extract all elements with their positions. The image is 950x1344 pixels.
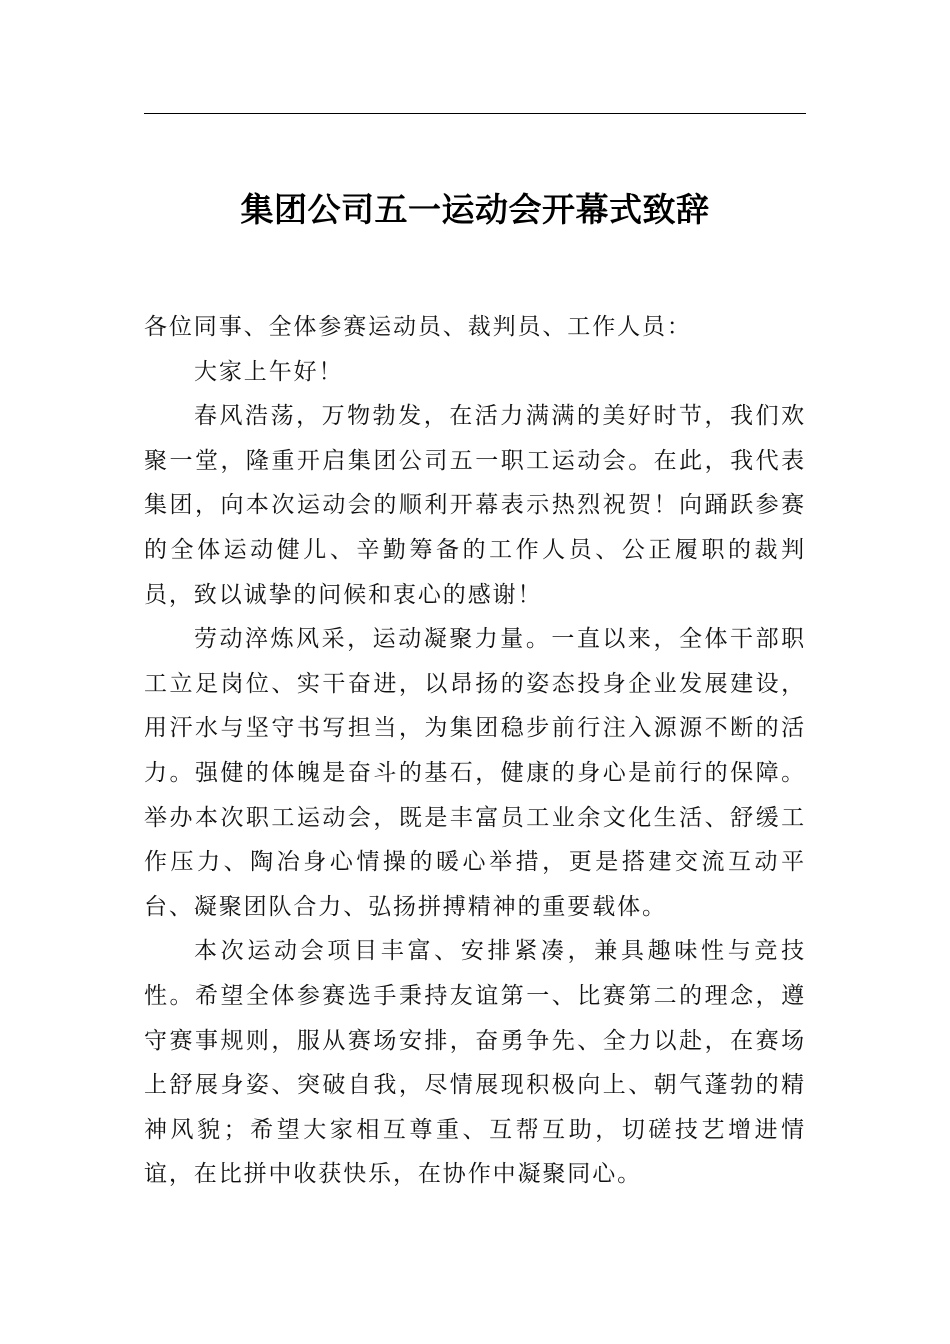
- document-title: 集团公司五一运动会开幕式致辞: [240, 190, 710, 229]
- body-paragraph-1: 春风浩荡，万物勃发，在活力满满的美好时节，我们欢聚一堂，隆重开启集团公司五一职工运动会。在此，我代表集团，向本次运动会的顺利开幕表示热烈祝贺！向踊跃参赛的全体运动健儿、辛勤筹备的工作人员、公正履职的裁判员，致以诚挚的问候和衷心的感谢！: [144, 403, 806, 608]
- salutation: 各位同事、全体参赛运动员、裁判员、工作人员：: [144, 314, 692, 340]
- greeting: 大家上午好！: [194, 358, 344, 385]
- document-body: [144, 305, 806, 1197]
- body-paragraph-3: 本次运动会项目丰富、安排紧凑，兼具趣味性与竞技性。希望全体参赛选手秉持友谊第一、比赛第二的理念，遵守赛事规则，服从赛场安排，奋勇争先、全力以赴，在赛场上舒展身姿、突破自我，尽情展现积极向上、朝气蓬勃的精神风貌；希望大家相互尊重、互帮互助，切磋技艺增进情谊，在比拼中收获快乐，在协作中凝聚同心。: [144, 938, 806, 1188]
- header-rule: [144, 113, 806, 114]
- body-paragraph-2: 劳动淬炼风采，运动凝聚力量。一直以来，全体干部职工立足岗位、实干奋进，以昂扬的姿态投身企业发展建设，用汗水与坚守书写担当，为集团稳步前行注入源源不断的活力。强健的体魄是奋斗的基石，健康的身心是前行的保障。举办本次职工运动会，既是丰富员工业余文化生活、舒缓工作压力、陶冶身心情操的暖心举措，更是搭建交流互动平台、凝聚团队合力、弘扬拼搏精神的重要载体。: [144, 626, 806, 920]
